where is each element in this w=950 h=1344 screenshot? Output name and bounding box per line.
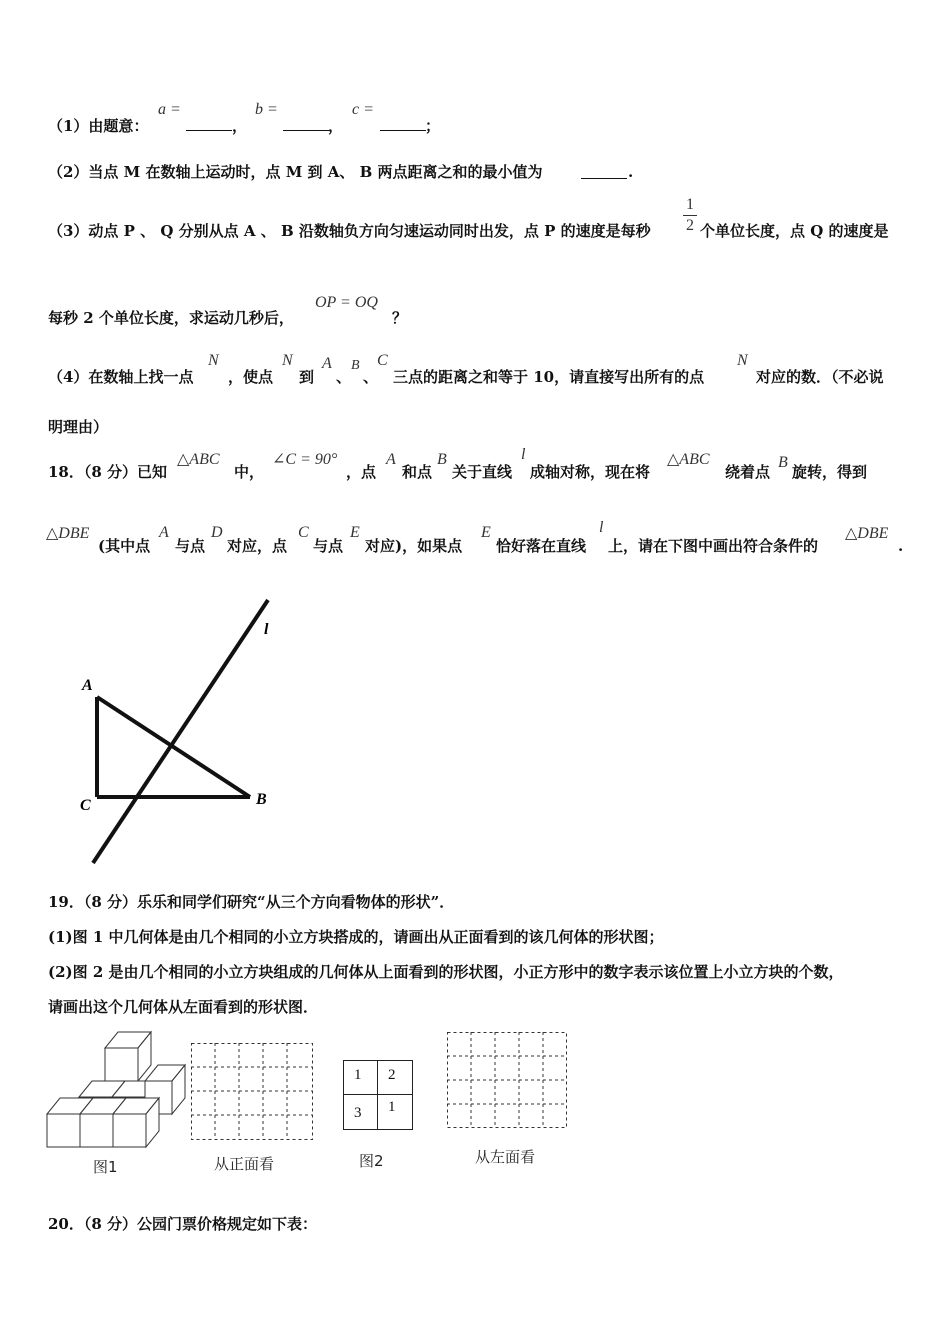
left-view-caption: 从左面看 bbox=[475, 1148, 536, 1166]
fraction-numerator: 1 bbox=[686, 196, 694, 213]
q19-part2-l1: (2)图 2 是由几个相同的小立方块组成的几何体从上面看到的形状图，小正方形中的数字表示该位置上小立方块的个数， bbox=[48, 963, 844, 981]
q18-triangle-abc: △ABC bbox=[177, 451, 220, 468]
q18-l2-c: 对应，点 bbox=[227, 537, 288, 555]
q17-var-n1: N bbox=[208, 352, 219, 369]
q18-l1-b: 中， bbox=[234, 463, 265, 481]
q20-title: 20．（8 分）公园门票价格规定如下表： bbox=[48, 1215, 318, 1233]
q17-part4-e: 对应的数．（不必说 bbox=[756, 368, 884, 386]
q17-var-c: c = bbox=[352, 101, 374, 118]
q18-point-b: B bbox=[437, 451, 447, 468]
figure-label-c: C bbox=[80, 797, 91, 814]
q18-l1-e: 关于直线 bbox=[452, 463, 513, 481]
q17-var-n3: N bbox=[737, 352, 748, 369]
q17-part4-line2: 明理由） bbox=[48, 418, 109, 436]
q18-point-e: E bbox=[350, 524, 360, 541]
fig2-cell-2: 2 bbox=[378, 1061, 412, 1095]
q18-l2-h: . bbox=[898, 537, 904, 555]
q18-point-c: C bbox=[298, 524, 309, 541]
q18-point-d: D bbox=[211, 524, 223, 541]
q18-triangle-dbe-2: △DBE bbox=[845, 525, 889, 542]
fig2-caption: 图2 bbox=[359, 1152, 384, 1170]
q18-triangle-dbe: △DBE bbox=[46, 525, 90, 542]
q17-var-n2: N bbox=[282, 352, 293, 369]
q18-l2-f: 恰好落在直线 bbox=[496, 537, 587, 555]
q17-sep-bc: 、 bbox=[363, 368, 379, 386]
fig1-caption: 图1 bbox=[93, 1158, 118, 1176]
q18-point-a: A bbox=[386, 451, 396, 468]
figure-label-a: A bbox=[82, 677, 93, 694]
q18-l2-e: 对应)，如果点 bbox=[365, 537, 463, 555]
q17-part3-line2: 每秒 2 个单位长度，求运动几秒后， bbox=[48, 309, 294, 327]
fig2-top-view bbox=[343, 1060, 413, 1130]
q19-part1: (1)图 1 中几何体是由几个相同的小立方块搭成的，请画出从正面看到的该几何体的形状图； bbox=[48, 928, 664, 946]
q18-angle-c: ∠C = 90° bbox=[272, 451, 338, 468]
q17-part3-line1b: 个单位长度，点 Q 的速度是 bbox=[700, 222, 889, 240]
left-view-grid[interactable] bbox=[447, 1032, 567, 1128]
fig2-cell-1: 1 bbox=[344, 1061, 378, 1095]
q18-l2-b: 与点 bbox=[175, 537, 206, 555]
q17-sep2: ， bbox=[328, 117, 344, 135]
q17-part3-qmark: ？ bbox=[392, 309, 408, 327]
fig2-cell-3: 3 bbox=[344, 1095, 378, 1129]
q18-point-b-2: B bbox=[778, 454, 788, 471]
q17-var-a2: A bbox=[322, 355, 332, 372]
q17-sep1: ， bbox=[232, 117, 248, 135]
q18-line-l: l bbox=[521, 446, 526, 463]
fraction-denominator: 2 bbox=[686, 217, 694, 234]
q18-point-e-2: E bbox=[481, 524, 491, 541]
q19-title: 19．（8 分）乐乐和同学们研究“从三个方向看物体的形状”． bbox=[48, 893, 455, 911]
q18-line-l-2: l bbox=[599, 519, 604, 536]
q18-l1-g: 绕着点 bbox=[725, 463, 771, 481]
q17-equation-op-oq: OP = OQ bbox=[315, 294, 378, 311]
q17-part4-c: 到 bbox=[299, 368, 315, 386]
q17-sep-ab: 、 bbox=[336, 368, 352, 386]
q18-point-a-3: A bbox=[159, 524, 169, 541]
front-view-grid[interactable] bbox=[191, 1043, 313, 1140]
q18-l1-a: 18．（8 分）已知 bbox=[48, 463, 168, 481]
figure-label-b: B bbox=[256, 791, 267, 808]
q17-part2-text: （2）当点 M 在数轴上运动时，点 M 到 A、 B 两点距离之和的最小值为 bbox=[48, 163, 543, 181]
q17-var-b2: B bbox=[351, 358, 360, 373]
q17-part3-line1a: （3）动点 P 、 Q 分别从点 A 、 B 沿数轴负方向匀速运动同时出发，点 P 的速度是每秒 bbox=[48, 222, 651, 240]
q18-l1-h: 旋转，得到 bbox=[792, 463, 868, 481]
q17-part4-a: （4）在数轴上找一点 bbox=[48, 368, 194, 386]
front-view-caption: 从正面看 bbox=[214, 1155, 275, 1173]
q17-part4-d: 三点的距离之和等于 10，请直接写出所有的点 bbox=[393, 368, 705, 386]
q17-part4-b: ，使点 bbox=[228, 368, 274, 386]
figure-label-l: l bbox=[264, 621, 269, 638]
q17-end1: ； bbox=[425, 117, 441, 135]
q19-part2-l2: 请画出这个几何体从左面看到的形状图． bbox=[48, 998, 319, 1016]
fig2-cell-4: 1 bbox=[388, 1099, 396, 1115]
q18-l1-c: ，点 bbox=[346, 463, 377, 481]
q18-l1-f: 成轴对称，现在将 bbox=[530, 463, 651, 481]
q18-triangle-abc-2: △ABC bbox=[667, 451, 710, 468]
q17-part1-label: （1）由题意： bbox=[48, 117, 149, 135]
q18-l2-d: 与点 bbox=[313, 537, 344, 555]
q18-l2-g: 上，请在下图中画出符合条件的 bbox=[608, 537, 819, 555]
q17-var-b: b = bbox=[255, 101, 278, 118]
q17-var-c2: C bbox=[377, 352, 388, 369]
q18-l1-d: 和点 bbox=[402, 463, 433, 481]
q18-l2-a: (其中点 bbox=[98, 537, 151, 555]
q17-var-a: a = bbox=[158, 101, 181, 118]
q17-part2-end: . bbox=[628, 163, 634, 181]
